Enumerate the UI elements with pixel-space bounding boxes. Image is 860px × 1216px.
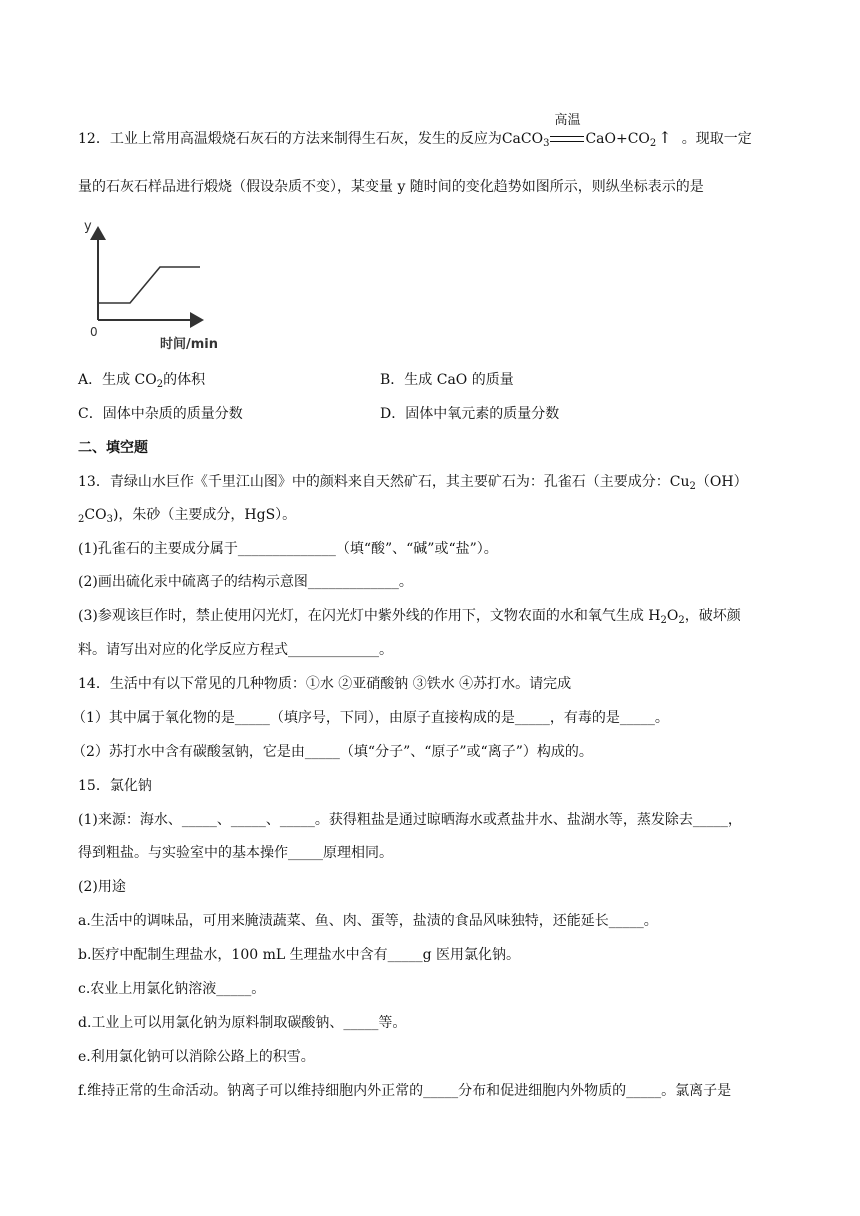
option-b: B．生成 CaO 的质量 <box>380 372 514 388</box>
q12-text: 12．工业上常用高温煅烧石灰石的方法来制得生石灰，发生的反应为 <box>78 131 502 147</box>
q15-part1: (1)来源：海水、_____、_____、_____。获得粗盐是通过晾晒海水或煮盐井水、盐湖水等，蒸发除去_____， <box>78 812 742 828</box>
trend-line <box>98 267 200 303</box>
q12-graph <box>74 212 234 352</box>
q15-item-f: f.维持正常的生命活动。钠离子可以维持细胞内外正常的_____分布和促进细胞内外物质的_____。氯离子是 <box>78 1083 732 1099</box>
gas-arrow: ↑ <box>658 128 672 147</box>
x-axis-label: 时间/min <box>160 337 219 352</box>
q13-part1: (1)孔雀石的主要成分属于______________（填“酸”、“碱”或“盐”）。 <box>78 541 498 557</box>
q12-line1: 12．工业上常用高温煅烧石灰石的方法来制得生石灰，发生的反应为CaCO$_3$ 高温 $CaO+CO_2$ ↑ 。现取一定 <box>78 113 752 149</box>
q15-part2: (2)用途 <box>78 879 126 895</box>
reaction-condition: 高温 <box>554 113 581 128</box>
q14-part1: （1）其中属于氧化物的是_____（填序号，下同），由原子直接构成的是_____，有毒的是_____。 <box>72 710 669 726</box>
q13-part2: (2)画出硫化汞中硫离子的结构示意图_____________。 <box>78 574 413 590</box>
option-c: C．固体中杂质的质量分数 <box>78 406 243 422</box>
equals-sign <box>550 136 584 142</box>
q15-item-e: e.利用氯化钠可以消除公路上的积雪。 <box>78 1049 315 1065</box>
q13-part3: (3)参观该巨作时，禁止使用闪光灯，在闪光灯中紫外线的作用下，文物农面的水和氧气生成 $H_2O_2$，破坏颜 <box>78 608 741 626</box>
option-a: A．生成 $CO_2$的体积 <box>78 372 206 390</box>
q14-line1: 14．生活中有以下常见的几种物质：①水 ②亚硝酸钠 ③铁水 ④苏打水。请完成 <box>78 676 572 692</box>
q13-part3-line2: 料。请写出对应的化学反应方程式_____________。 <box>78 642 393 658</box>
section-title: 二、填空题 <box>78 440 148 456</box>
q14-part2: （2）苏打水中含有碳酸氢钠，它是由_____（填“分子”、“原子”或“离子”）构成的。 <box>72 744 593 760</box>
q15-item-c: c.农业上用氯化钠溶液_____。 <box>78 981 266 997</box>
q13-line1: 13．青绿山水巨作《千里江山图》中的颜料来自天然矿石，其主要矿石为：孔雀石（主要成分：$Cu_2(OH)$ <box>78 474 748 492</box>
chemical-equation: CaCO$_3$ 高温 $CaO+CO_2$ ↑ <box>501 113 672 149</box>
q13-line2: $_2CO_3$)，朱砂（主要成分，HgS）。 <box>78 507 297 525</box>
q15-item-d: d.工业上可以用氯化钠为原料制取碳酸钠、_____等。 <box>78 1015 407 1031</box>
option-d: D．固体中氧元素的质量分数 <box>380 406 560 422</box>
q15-title: 15．氯化钠 <box>78 778 152 794</box>
q15-item-a: a.生活中的调味品，可用来腌渍蔬菜、鱼、肉、蛋等，盐渍的食品风味独特，还能延长_____。 <box>78 913 658 929</box>
q15-item-b: b.医疗中配制生理盐水，100 mL 生理盐水中含有_____g 医用氯化钠。 <box>78 947 521 963</box>
y-axis-label: y <box>84 219 92 234</box>
q15-part1-line2: 得到粗盐。与实验室中的基本操作_____原理相同。 <box>78 845 393 861</box>
origin-label: 0 <box>90 325 98 339</box>
q12-line2: 量的石灰石样品进行煅烧（假设杂质不变），某变量 y 随时间的变化趋势如图所示，则纵坐标表示的是 <box>78 179 704 195</box>
